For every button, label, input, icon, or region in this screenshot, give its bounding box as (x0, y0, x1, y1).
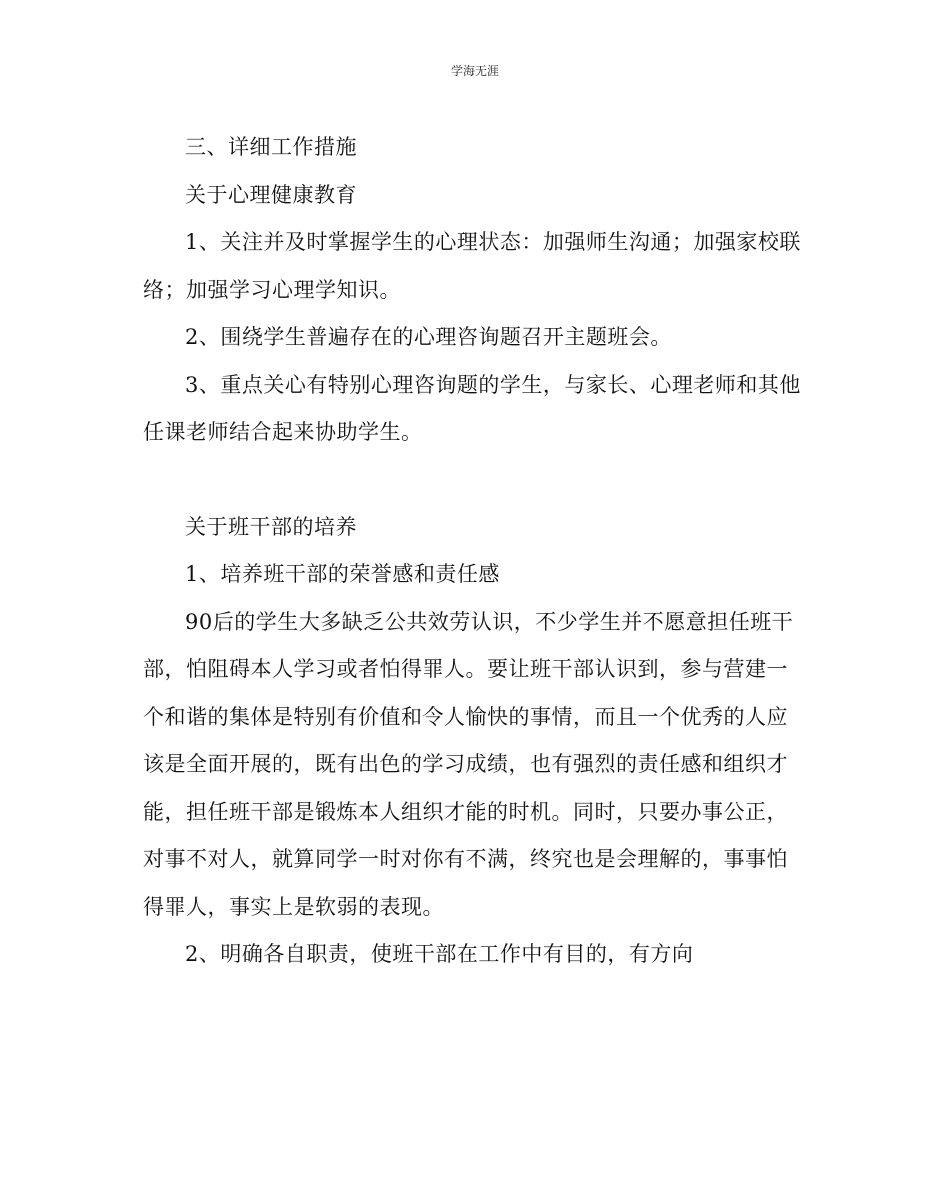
paragraph-cadre-body: 90后的学生大多缺乏公共效劳认识，不少学生并不愿意担任班干部，怕阻碍本人学习或者怕得罪人。要让班干部认识到，参与营建一个和谐的集体是特别有价值和令人愉快的事情，而且一个优秀的人应该是全面开展的，既有出色的学习成绩，也有强烈的责任感和组织才能，担任班干部是锻炼本人组织才能的时机。同时，只要办事公正，对事不对人，就算同学一时对你有不满，终究也是会理解的，事事怕得罪人，事实上是软弱的表现。 (143, 609, 794, 919)
page-header: 学海无涯 (450, 64, 499, 78)
paragraph-item-3: 3、重点关心有特别心理咨询题的学生，与家长、心理老师和其他任课老师结合起来协助学生。 (143, 372, 801, 444)
paragraph-cadre-item-1: 1、培养班干部的荣誉感和责任感 (185, 562, 500, 586)
paragraph-item-2: 2、围绕学生普遍存在的心理咨询题召开主题班会。 (185, 325, 672, 349)
subsection-heading-mental-health: 关于心理健康教育 (185, 182, 357, 207)
paragraph-item-1: 1、关注并及时掌握学生的心理状态：加强师生沟通；加强家校联络；加强学习心理学知识。 (143, 230, 801, 302)
document-body (143, 124, 808, 979)
paragraph-cadre-item-2: 2、明确各自职责，使班干部在工作中有目的，有方向 (185, 942, 694, 966)
subsection-heading-class-cadre: 关于班干部的培养 (185, 514, 357, 539)
section-heading: 三、详细工作措施 (185, 135, 357, 159)
paragraph-gap (143, 457, 808, 504)
